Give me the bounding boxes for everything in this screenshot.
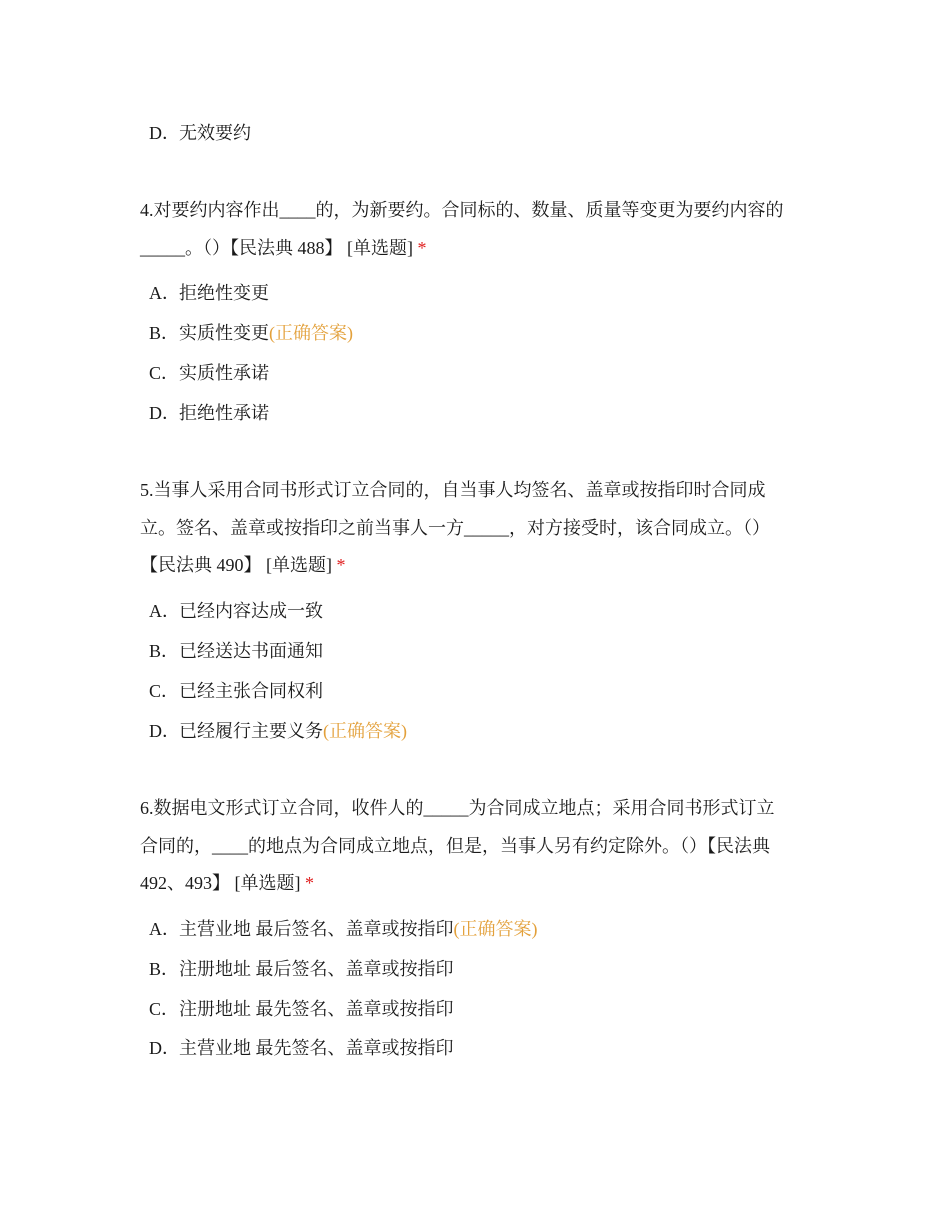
- required-marker: *: [305, 873, 314, 893]
- required-marker: *: [336, 555, 346, 575]
- question-4-text-line-2: [140, 235, 427, 261]
- question-5-option-d: [149, 719, 407, 743]
- question-6-option-b: [149, 957, 454, 981]
- question-5-option-c: [149, 679, 323, 703]
- option-text: 已经主张合同权利: [179, 681, 323, 701]
- option-text: 实质性承诺: [179, 363, 269, 383]
- option-letter: B．: [149, 959, 180, 979]
- question-6-option-c: [149, 997, 454, 1021]
- correct-answer-label: (正确答案): [323, 721, 407, 741]
- option-text: 注册地址 最后签名、盖章或按指印: [179, 959, 454, 979]
- question-6-option-a: [149, 917, 538, 941]
- option-text: 已经内容达成一致: [179, 601, 323, 621]
- question-4-option-c: [149, 361, 269, 385]
- question-6-option-d: [149, 1036, 454, 1060]
- option-text: 拒绝性承诺: [179, 403, 269, 423]
- prev-question-option-d: [149, 121, 251, 145]
- question-4-option-b: [149, 321, 353, 345]
- option-letter: D．: [149, 721, 180, 741]
- question-6-text-line-1: 6.数据电文形式订立合同，收件人的_____为合同成立地点；采用合同书形式订立: [140, 798, 775, 818]
- option-letter: C．: [149, 999, 180, 1019]
- option-text: 无效要约: [179, 123, 251, 143]
- question-5-text-line-3: [140, 552, 346, 578]
- option-letter: A．: [149, 283, 180, 303]
- required-marker: *: [417, 238, 427, 258]
- option-text: 注册地址 最先签名、盖章或按指印: [179, 999, 454, 1019]
- question-6-text-line-3-content: 492、493】 [单选题]: [140, 873, 301, 893]
- question-6-text-line-2: 合同的，____的地点为合同成立地点，但是，当事人另有约定除外。（）【民法典: [140, 836, 770, 856]
- option-letter: D．: [149, 1038, 180, 1058]
- option-letter: A．: [149, 919, 180, 939]
- question-6-text-line-3: [140, 870, 314, 896]
- option-letter: C．: [149, 681, 180, 701]
- option-letter: D．: [149, 403, 180, 423]
- question-4-option-d: [149, 401, 269, 425]
- question-5-text-line-2: 立。签名、盖章或按指印之前当事人一方_____，对方接受时，该合同成立。（）: [140, 518, 770, 538]
- option-text: 主营业地 最先签名、盖章或按指印: [179, 1038, 454, 1058]
- option-text: 主营业地 最后签名、盖章或按指印: [179, 919, 454, 939]
- option-letter: D．: [149, 123, 180, 143]
- correct-answer-label: (正确答案): [453, 919, 538, 939]
- correct-answer-label: (正确答案): [269, 323, 353, 343]
- question-5-option-a: [149, 599, 323, 623]
- question-4-text-line-1: 4.对要约内容作出____的，为新要约。合同标的、数量、质量等变更为要约内容的: [140, 200, 784, 220]
- question-5-text-line-3-content: 【民法典 490】 [单选题]: [140, 555, 332, 575]
- option-text: 拒绝性变更: [179, 283, 269, 303]
- question-5-option-b: [149, 639, 323, 663]
- option-text: 已经送达书面通知: [179, 641, 323, 661]
- option-letter: A．: [149, 601, 180, 621]
- option-text: 已经履行主要义务: [179, 721, 323, 741]
- option-letter: B．: [149, 641, 180, 661]
- option-letter: B．: [149, 323, 180, 343]
- question-5-text-line-1: 5.当事人采用合同书形式订立合同的，自当事人均签名、盖章或按指印时合同成: [140, 480, 766, 500]
- option-text: 实质性变更: [179, 323, 269, 343]
- question-4-option-a: [149, 281, 269, 305]
- option-letter: C．: [149, 363, 180, 383]
- question-4-text-line-2-content: _____。（）【民法典 488】 [单选题]: [140, 238, 413, 258]
